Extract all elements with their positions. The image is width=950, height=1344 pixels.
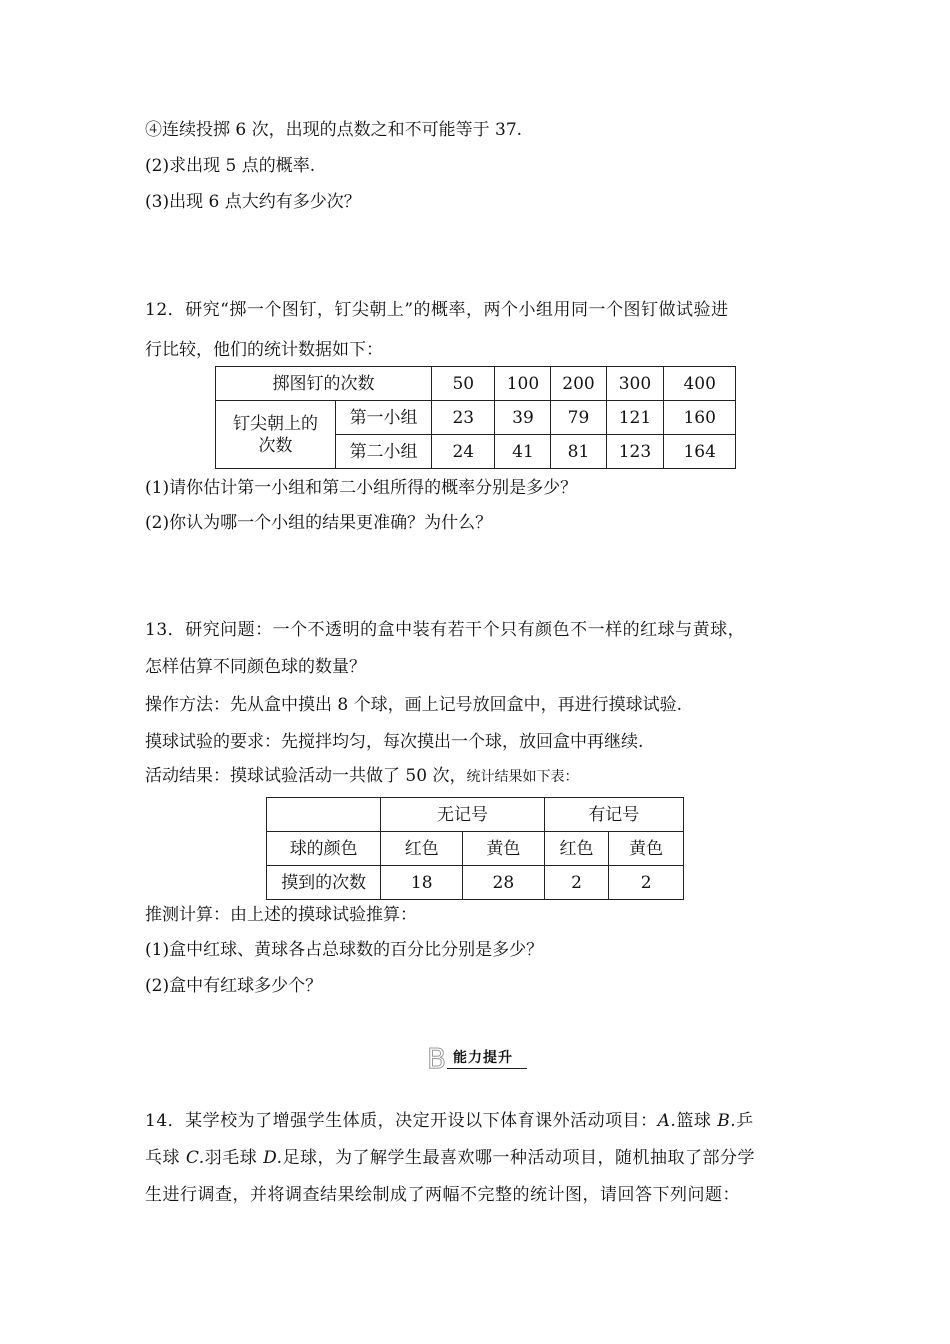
q14-option-d: D. bbox=[263, 1148, 283, 1168]
q13-line-4: 摸球试验的要求：先搅拌均匀，每次摸出一个球，放回盒中再继续. bbox=[145, 732, 644, 752]
q13-cell: 2 bbox=[609, 866, 684, 900]
q14-option-c: C. bbox=[185, 1148, 205, 1168]
q13-mark-header: 有记号 bbox=[544, 798, 683, 832]
q14-option-a-text: 篮球 bbox=[676, 1111, 718, 1131]
q14-line-1 bbox=[145, 1109, 754, 1133]
q12-line-1: 12．研究“掷一个图钉，钉尖朝上”的概率，两个小组用同一个图钉做试验进 bbox=[145, 300, 729, 320]
q12-group-2: 第二小组 bbox=[336, 435, 432, 469]
q13-line-5-main: 活动结果：摸球试验活动一共做了 50 次， bbox=[145, 766, 467, 786]
q13-red-mark: 红色 bbox=[544, 832, 609, 866]
q12-row-label: 钉尖朝上的次数 bbox=[216, 401, 336, 469]
q12-line-2: 行比较，他们的统计数据如下： bbox=[145, 340, 383, 360]
q11-line-1: ④连续投掷 6 次，出现的点数之和不可能等于 37. bbox=[145, 120, 523, 140]
q13-color-label: 球的颜色 bbox=[267, 832, 381, 866]
q12-sub-2: (2)你认为哪一个小组的结果更准确？为什么？ bbox=[145, 513, 493, 533]
q13-sub-2: (2)盒中有红球多少个？ bbox=[145, 976, 323, 996]
q12-head: 200 bbox=[551, 367, 606, 401]
q13-cell: 28 bbox=[463, 866, 545, 900]
q12-cell: 81 bbox=[551, 435, 606, 469]
q12-group-1: 第一小组 bbox=[336, 401, 432, 435]
q12-head: 100 bbox=[495, 367, 551, 401]
q13-cell: 2 bbox=[544, 866, 609, 900]
q12-sub-1: (1)请你估计第一小组和第二小组所得的概率分别是多少？ bbox=[145, 478, 578, 498]
q14-option-b-text: 乒 bbox=[736, 1111, 754, 1131]
q13-line-5 bbox=[145, 764, 578, 789]
q14-text: 乓球 bbox=[145, 1148, 186, 1168]
q12-cell: 160 bbox=[664, 401, 736, 435]
q12-cell: 121 bbox=[606, 401, 664, 435]
q14-text: 14．某学校为了增强学生体质，决定开设以下体育课外活动项目： bbox=[145, 1111, 658, 1131]
q14-option-c-text: 羽毛球 bbox=[204, 1148, 264, 1168]
q13-count-label: 摸到的次数 bbox=[267, 866, 381, 900]
q13-table bbox=[266, 797, 684, 900]
q12-header-label: 掷图钉的次数 bbox=[216, 367, 432, 401]
q13-line-6: 推测计算：由上述的摸球试验推算： bbox=[145, 905, 417, 925]
badge-label: 能力提升 bbox=[453, 1050, 513, 1066]
q12-cell: 79 bbox=[551, 401, 606, 435]
q14-option-d-text: 足球，为了解学生最喜欢哪一种活动项目，随机抽取了部分学 bbox=[282, 1148, 756, 1168]
q13-red-nomark: 红色 bbox=[381, 832, 463, 866]
q12-cell: 164 bbox=[664, 435, 736, 469]
q14-line-2 bbox=[145, 1146, 755, 1170]
q11-line-2: (2)求出现 5 点的概率. bbox=[145, 156, 316, 176]
q12-head: 400 bbox=[664, 367, 736, 401]
q13-sub-1: (1)盒中红球、黄球各占总球数的百分比分别是多少？ bbox=[145, 940, 544, 960]
q13-nomark-header: 无记号 bbox=[381, 798, 544, 832]
q12-cell: 123 bbox=[606, 435, 664, 469]
q12-cell: 39 bbox=[495, 401, 551, 435]
q12-table bbox=[215, 366, 736, 469]
badge-underline bbox=[447, 1068, 527, 1069]
q12-head: 50 bbox=[432, 367, 495, 401]
q13-cell: 18 bbox=[381, 866, 463, 900]
q13-line-5-small: 统计结果如下表： bbox=[466, 769, 579, 785]
q12-head: 300 bbox=[606, 367, 664, 401]
q13-yellow-nomark: 黄色 bbox=[463, 832, 545, 866]
q14-line-3: 生进行调查，并将调查结果绘制成了两幅不完整的统计图，请回答下列问题： bbox=[145, 1185, 740, 1205]
q12-cell: 41 bbox=[495, 435, 551, 469]
q13-blank-cell bbox=[267, 798, 381, 832]
badge-letter: B bbox=[427, 1042, 447, 1072]
q13-line-3: 操作方法：先从盒中摸出 8 个球，画上记号放回盒中，再进行摸球试验. bbox=[145, 695, 683, 715]
q13-line-2: 怎样估算不同颜色球的数量？ bbox=[145, 657, 366, 677]
q14-option-a: A. bbox=[657, 1111, 677, 1131]
q12-cell: 24 bbox=[432, 435, 495, 469]
q12-cell: 23 bbox=[432, 401, 495, 435]
section-badge bbox=[425, 1042, 527, 1072]
q11-line-3: (3)出现 6 点大约有多少次？ bbox=[145, 192, 361, 212]
q14-option-b: B. bbox=[717, 1111, 737, 1131]
q13-line-1: 13．研究问题：一个不透明的盒中装有若干个只有颜色不一样的红球与黄球， bbox=[145, 620, 746, 640]
q13-yellow-mark: 黄色 bbox=[609, 832, 684, 866]
